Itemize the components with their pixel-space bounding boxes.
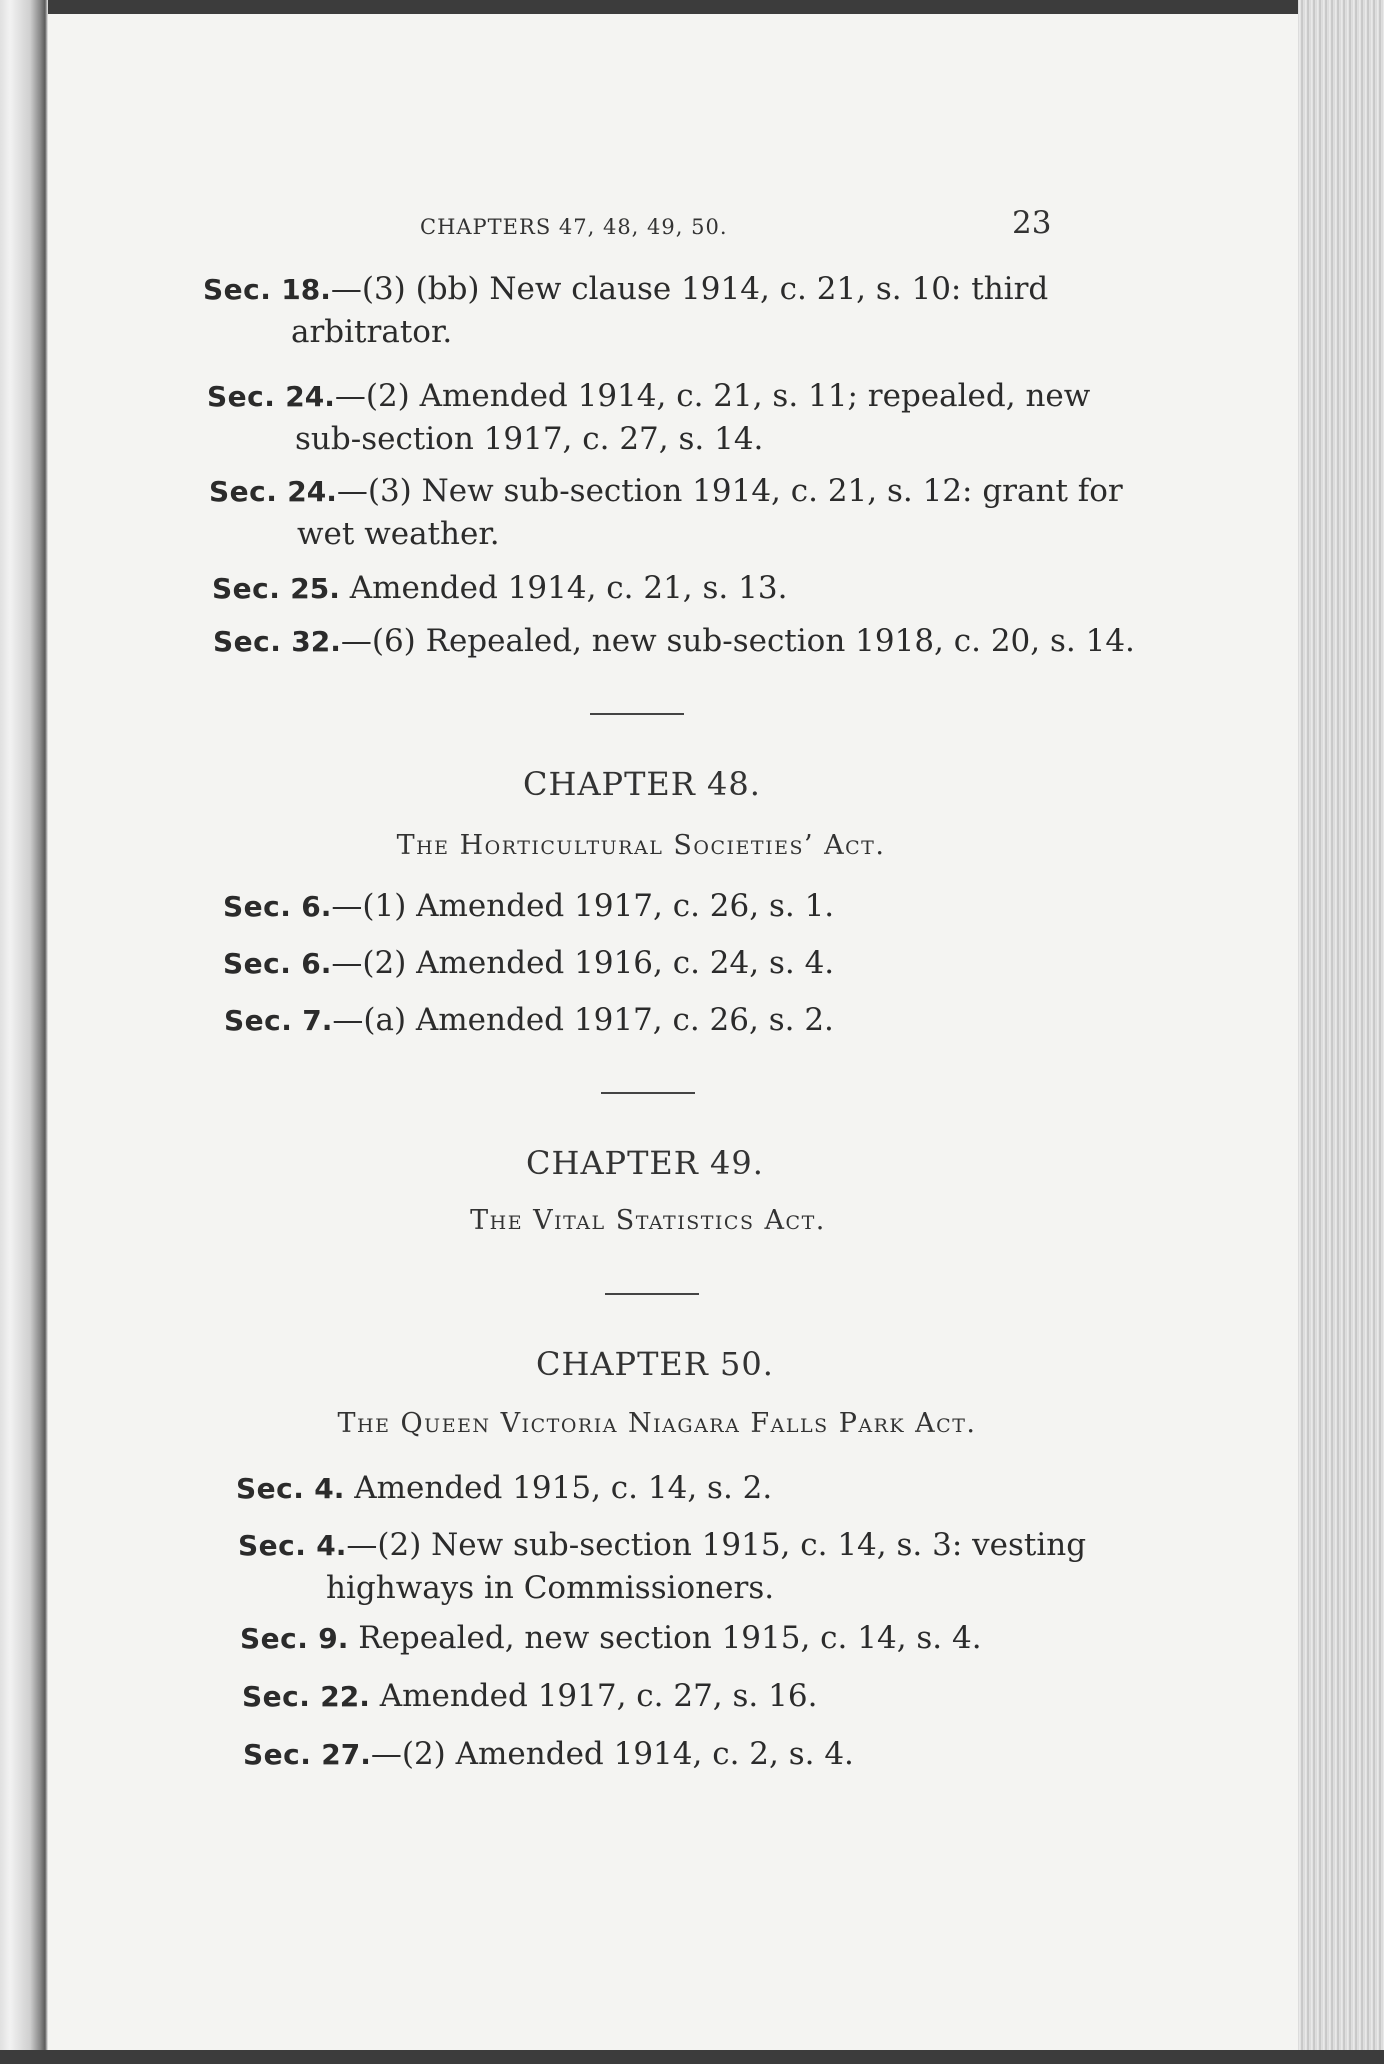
sec-number: 18. [281, 273, 331, 306]
ch48-entry [224, 999, 834, 1042]
chapter-49-title: The Vital Statistics Act. [470, 1205, 826, 1236]
sec-number: 4. [314, 1472, 345, 1505]
ch47-entry [213, 620, 1135, 663]
sec-label: Sec. [212, 572, 281, 605]
page-number: 23 [1012, 205, 1052, 241]
sec-number: 7. [302, 1004, 333, 1037]
sec-label: Sec. [224, 1004, 293, 1037]
sec-label: Sec. [238, 1529, 307, 1562]
entry-text: —(6) Repealed, new sub-section 1918, c. 20, s. 14. [340, 623, 1135, 659]
sec-number: 6. [301, 890, 332, 923]
page-stack-edge [1298, 0, 1384, 2064]
sec-label: Sec. [240, 1622, 309, 1655]
entry-text: —(2) Amended 1916, c. 24, s. 4. [331, 945, 835, 981]
sec-label: Sec. [242, 1680, 311, 1713]
chapter-48-heading: CHAPTER 48. [523, 765, 761, 803]
section-rule [605, 1293, 699, 1295]
section-rule [601, 1092, 695, 1094]
sec-label: Sec. [207, 380, 276, 413]
entry-text: Repealed, new section 1915, c. 14, s. 4. [348, 1620, 982, 1656]
ch50-entry [240, 1617, 982, 1660]
sec-number: 27. [321, 1738, 371, 1771]
entry-text: Amended 1914, c. 21, s. 13. [339, 570, 788, 606]
sec-number: 4. [316, 1529, 347, 1562]
chapter-49-heading: CHAPTER 49. [526, 1144, 764, 1182]
ch50-entry [236, 1467, 772, 1510]
ch50-entry [243, 1733, 854, 1776]
entry-text: —(a) Amended 1917, c. 26, s. 2. [332, 1002, 834, 1038]
entry-continuation: wet weather. [297, 516, 500, 552]
sec-number: 24. [285, 380, 335, 413]
ch47-entry [203, 268, 1048, 353]
entry-text: —(2) Amended 1914, c. 2, s. 4. [370, 1736, 854, 1772]
ch48-entry [223, 885, 834, 928]
entry-text: —(3) New sub-section 1914, c. 21, s. 12: grant for [336, 473, 1123, 509]
sec-number: 32. [291, 625, 341, 658]
ch47-entry [212, 567, 787, 610]
entry-continuation: arbitrator. [291, 314, 453, 350]
sec-label: Sec. [213, 625, 282, 658]
entry-text: Amended 1915, c. 14, s. 2. [344, 1470, 773, 1506]
chapter-50-title: The Queen Victoria Niagara Falls Park Act. [337, 1408, 977, 1439]
sec-label: Sec. [203, 273, 272, 306]
sec-label: Sec. [223, 890, 292, 923]
entry-text: —(3) (bb) New clause 1914, c. 21, s. 10: third [330, 271, 1049, 307]
sec-number: 9. [318, 1622, 349, 1655]
ch48-entry [223, 942, 834, 985]
sec-label: Sec. [223, 947, 292, 980]
ch50-entry [238, 1524, 1086, 1609]
sec-label: Sec. [236, 1472, 305, 1505]
entry-text: —(2) New sub-section 1915, c. 14, s. 3: vesting [346, 1527, 1087, 1563]
section-rule [590, 713, 684, 715]
entry-continuation: sub-section 1917, c. 27, s. 14. [295, 421, 764, 457]
sec-number: 25. [290, 572, 340, 605]
sec-label: Sec. [243, 1738, 312, 1771]
ch47-entry [207, 375, 1090, 460]
chapter-50-heading: CHAPTER 50. [536, 1345, 774, 1383]
entry-text: —(1) Amended 1917, c. 26, s. 1. [331, 888, 835, 924]
entry-text: —(2) Amended 1914, c. 21, s. 11; repealed, new [334, 378, 1091, 414]
entry-continuation: highways in Commissioners. [326, 1570, 775, 1606]
binding-edge [0, 0, 48, 2064]
sec-label: Sec. [209, 475, 278, 508]
entry-text: Amended 1917, c. 27, s. 16. [369, 1678, 818, 1714]
ch47-entry [209, 470, 1123, 555]
ch50-entry [242, 1675, 817, 1718]
running-head: CHAPTERS 47, 48, 49, 50. [420, 215, 728, 239]
chapter-48-title: The Horticultural Societies’ Act. [396, 830, 886, 861]
sec-number: 22. [320, 1680, 370, 1713]
scan-border-bottom [0, 2050, 1384, 2064]
scan-border-top [0, 0, 1384, 14]
sec-number: 24. [287, 475, 337, 508]
sec-number: 6. [301, 947, 332, 980]
